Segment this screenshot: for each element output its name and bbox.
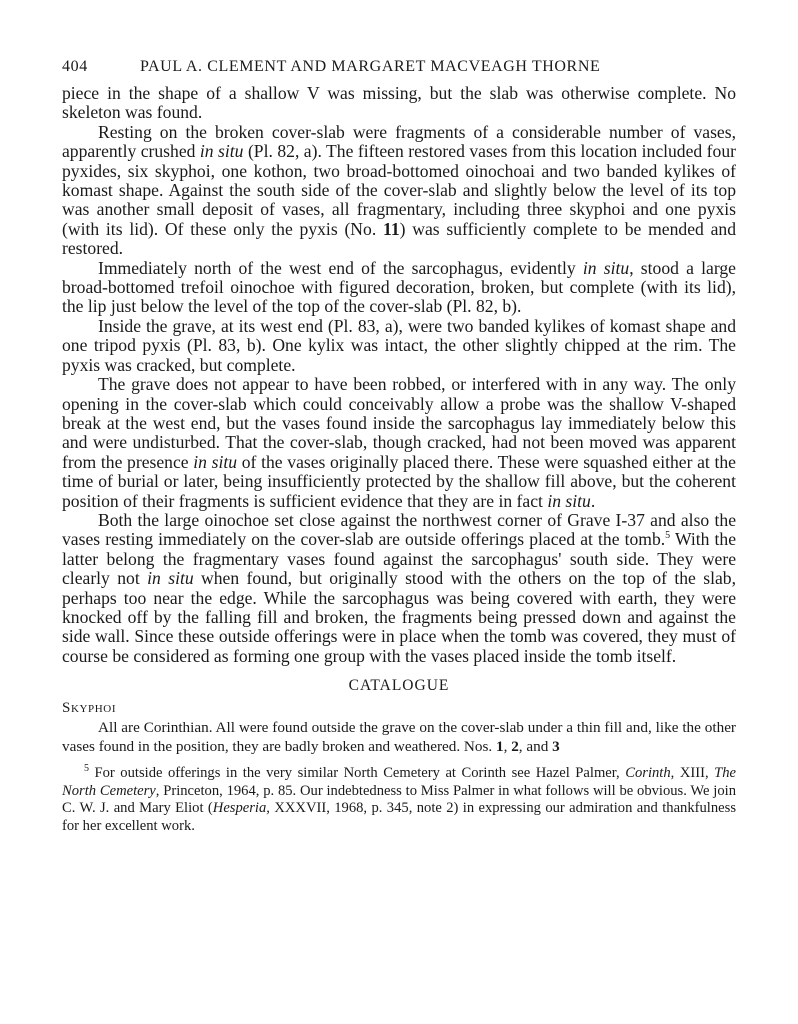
page-number: 404 [62,58,88,75]
catalogue-subheading: Skyphoi [62,700,117,717]
paragraph-6: Both the large oinochoe set close against the northwest corner of Grave I-37 and also the vases resting immediately on the cover-slab are outside offerings placed at the tomb.$^5$ With the latter belong the fragmentary vases found against the sarcophagus' south side. They were clearly not in situ when found, but originally stood with the others on the top of the slab, perhaps too near the edge. While the sarcophagus was being covered with earth, they were knocked off by the falling fill and broken, the fragments being pressed down and against the side wall. Since these outside offerings were in place when the tomb was covered, they must of course be considered as forming one group with the vases placed inside the tomb itself. [62,509,737,666]
page [62,58,736,835]
footnote-ref: 5 [665,530,671,542]
paragraph-1: piece in the shape of a shallow V was missing, but the slab was otherwise complete. No skeleton was found. [62,83,736,123]
paragraph-3: Immediately north of the west end of the sarcophagus, evidently in situ, stood a large broad-bottomed trefoil oinochoe with figured decoration, broken, but complete (with its lid), the lip just below the level of the top of the cover-slab (Pl. 82, b). [62,257,736,317]
body-text [62,84,736,666]
paragraph-5: The grave does not appear to have been robbed, or interfered with in any way. The only opening in the cover-slab which could conceivably allow a probe was the shallow V-shaped break at the west end, but the vases found inside the sarcophagus lay immediately below this and were undisturbed. That the cover-slab, though cracked, had not been moved was apparent from the presence in situ of the vases originally placed there. These were squashed either at the time of burial or later, being insufficiently protected by the shallow fill above, but the coherent position of their fragments is sufficient evidence that they are in fact in situ. [62,374,736,511]
catalogue-title: CATALOGUE [348,677,450,695]
paragraph-2: Resting on the broken cover-slab were fragments of a considerable number of vases, apparently crushed in situ (Pl. 82, a). The fifteen restored vases from this location included four pyxides, six skyphoi, one kothon, two broad-bottomed oinochoai and two banded kylikes of komast shape. Against the south side of the cover-slab and slightly below the level of its top was another small deposit of vases, all fragmentary, including three skyphoi and one pyxis (with its lid). Of these only the pyxis (No. 11) was sufficiently complete to be mended and restored. [62,121,736,259]
footnote: $^5$ For outside offerings in the very similar North Cemetery at Corinth see Hazel Palmer, Corinth, XIII, The North Cemetery, Princeton, 1964, p. 85. Our indebtedness to Miss Palmer in what follows will be obvious. We join C. W. J. and Mary Eliot (Hesperia, XXXVII, 1968, p. 345, note 2) in expressing our admiration and thankfulness for her excellent work. [62,763,736,834]
page-header [62,58,736,84]
paragraph-4: Inside the grave, at its west end (Pl. 83, a), were two banded kylikes of komast shape and one tripod pyxis (Pl. 83, b). One kylix was intact, the other slightly chipped at the rim. The pyxis was cracked, but complete. [62,315,736,375]
catalogue-intro: All are Corinthian. All were found outside the grave on the cover-slab under a thin fill and, like the other vases found in the position, they are badly broken and weathered. Nos. 1, 2, and 3 [62,719,736,755]
footnote-marker: 5 [84,763,89,775]
running-head: PAUL A. CLEMENT AND MARGARET MACVEAGH THORNE [140,58,601,75]
